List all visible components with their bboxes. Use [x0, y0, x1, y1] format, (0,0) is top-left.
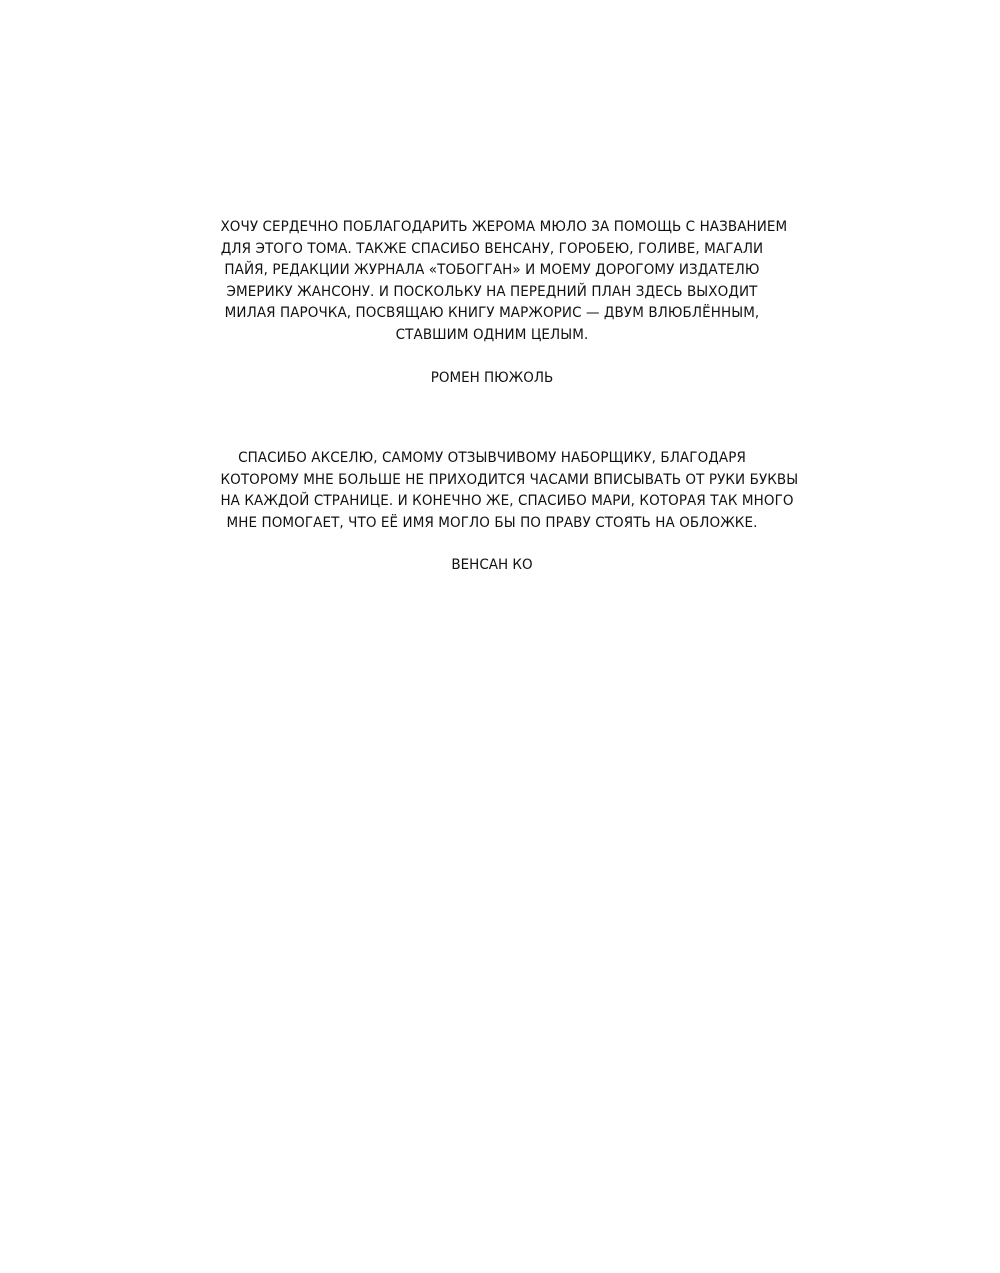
artist-signature: ВЕНСАН КО [451, 557, 533, 574]
author-signature: РОМЕН ПЮЖОЛЬ [430, 369, 554, 386]
acknowledgement-line: ХОЧУ СЕРДЕЧНО ПОБЛАГОДАРИТЬ ЖЕРОМА МЮЛО ЗА ПОМОЩЬ С НАЗВАНИЕМ [220, 219, 788, 235]
acknowledgement-line: МИЛАЯ ПАРОЧКА, ПОСВЯЩАЮ КНИГУ МАРЖОРИС — ДВУМ ВЛЮБЛЁННЫМ, [224, 305, 760, 322]
acknowledgement-line: МНЕ ПОМОГАЕТ, ЧТО ЕЁ ИМЯ МОГЛО БЫ ПО ПРАВУ СТОЯТЬ НА ОБЛОЖКЕ. [226, 514, 758, 531]
acknowledgement-line: НА КАЖДОЙ СТРАНИЦЕ. И КОНЕЧНО ЖЕ, СПАСИБО МАРИ, КОТОРАЯ ТАК МНОГО [220, 493, 794, 510]
acknowledgement-line: ПАЙЯ, РЕДАКЦИИ ЖУРНАЛА «ТОБОГГАН» И МОЕМУ ДОРОГОМУ ИЗДАТЕЛЮ [224, 262, 760, 279]
acknowledgement-line: КОТОРОМУ МНЕ БОЛЬШЕ НЕ ПРИХОДИТСЯ ЧАСАМИ ВПИСЫВАТЬ ОТ РУКИ БУКВЫ [220, 471, 799, 488]
acknowledgement-line: ЭМЕРИКУ ЖАНСОНУ. И ПОСКОЛЬКУ НА ПЕРЕДНИЙ ПЛАН ЗДЕСЬ ВЫХОДИТ [226, 283, 758, 300]
acknowledgement-line: СПАСИБО АКСЕЛЮ, САМОМУ ОТЗЫВЧИВОМУ НАБОРЩИКУ, БЛАГОДАРЯ [238, 450, 746, 466]
acknowledgement-author-1 [200, 217, 788, 389]
acknowledgement-line: СТАВШИМ ОДНИМ ЦЕЛЫМ. [395, 326, 589, 343]
acknowledgement-artist [200, 448, 799, 577]
acknowledgement-line: ДЛЯ ЭТОГО ТОМА. ТАКЖЕ СПАСИБО ВЕНСАНУ, ГОРОБЕЮ, ГОЛИВЕ, МАГАЛИ [220, 240, 764, 257]
